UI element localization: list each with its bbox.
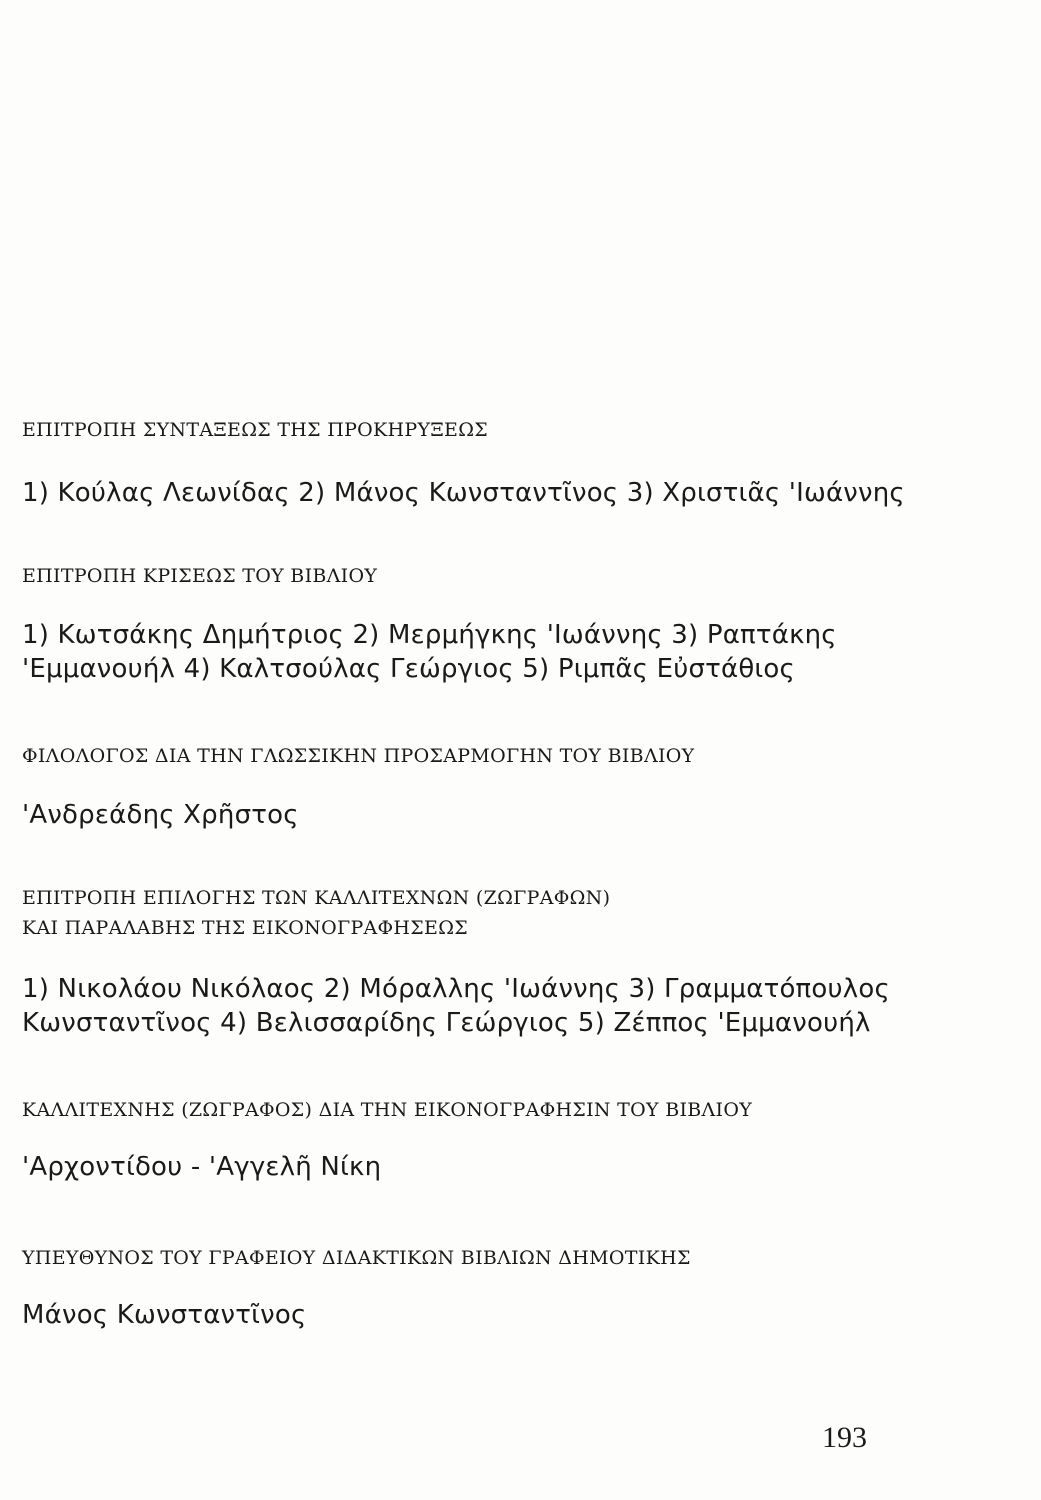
page-number: 193 [822, 1421, 867, 1454]
section-body-line: 1) Νικολάου Νικόλαος 2) Μόραλλης 'Ιωάννης 3) Γραμματόπουλος [22, 974, 890, 1004]
section-heading-judging-committee: ΕΠΙΤΡΟΠΗ ΚΡΙΣΕΩΣ ΤΟΥ ΒΙΒΛΙΟΥ [22, 565, 378, 587]
section-body-line: Μάνος Κωνσταντῖνος [22, 1300, 307, 1330]
section-body-line: 'Αρχοντίδου - 'Αγγελῆ Νίκη [22, 1152, 382, 1182]
section-body-line: 'Ανδρεάδης Χρῆστος [22, 800, 299, 830]
section-heading-artist-selection-line1: ΕΠΙΤΡΟΠΗ ΕΠΙΛΟΓΗΣ ΤΩΝ ΚΑΛΛΙΤΕΧΝΩΝ (ΖΩΓΡΑΦΩΝ) [22, 887, 611, 909]
section-body-line: Κωνσταντῖνος 4) Βελισσαρίδης Γεώργιος 5) Ζέππος 'Εμμανουήλ [22, 1008, 871, 1038]
section-body-line: 'Εμμανουήλ 4) Καλτσούλας Γεώργιος 5) Ριμπᾶς Εὐστάθιος [22, 654, 795, 684]
section-heading-artist-selection-line2: ΚΑΙ ΠΑΡΑΛΑΒΗΣ ΤΗΣ ΕΙΚΟΝΟΓΡΑΦΗΣΕΩΣ [22, 917, 468, 939]
section-heading-drafting-committee: ΕΠΙΤΡΟΠΗ ΣΥΝΤΑΞΕΩΣ ΤΗΣ ΠΡΟΚΗΡΥΞΕΩΣ [22, 419, 488, 441]
section-body-line: 1) Κωτσάκης Δημήτριος 2) Μερμήγκης 'Ιωάννης 3) Ραπτάκης [22, 620, 837, 650]
section-heading-office-head: ΥΠΕΥΘΥΝΟΣ ΤΟΥ ΓΡΑΦΕΙΟΥ ΔΙΔΑΚΤΙΚΩΝ ΒΙΒΛΙΩΝ ΔΗΜΟΤΙΚΗΣ [22, 1247, 691, 1269]
section-body-line: 1) Κούλας Λεωνίδας 2) Μάνος Κωνσταντῖνος 3) Χριστιᾶς 'Ιωάννης [22, 478, 905, 508]
section-heading-philologist: ΦΙΛΟΛΟΓΟΣ ΔΙΑ ΤΗΝ ΓΛΩΣΣΙΚΗΝ ΠΡΟΣΑΡΜΟΓΗΝ ΤΟΥ ΒΙΒΛΙΟΥ [22, 745, 695, 767]
section-heading-illustrator: ΚΑΛΛΙΤΕΧΝΗΣ (ΖΩΓΡΑΦΟΣ) ΔΙΑ ΤΗΝ ΕΙΚΟΝΟΓΡΑΦΗΣΙΝ ΤΟΥ ΒΙΒΛΙΟΥ [22, 1099, 753, 1121]
